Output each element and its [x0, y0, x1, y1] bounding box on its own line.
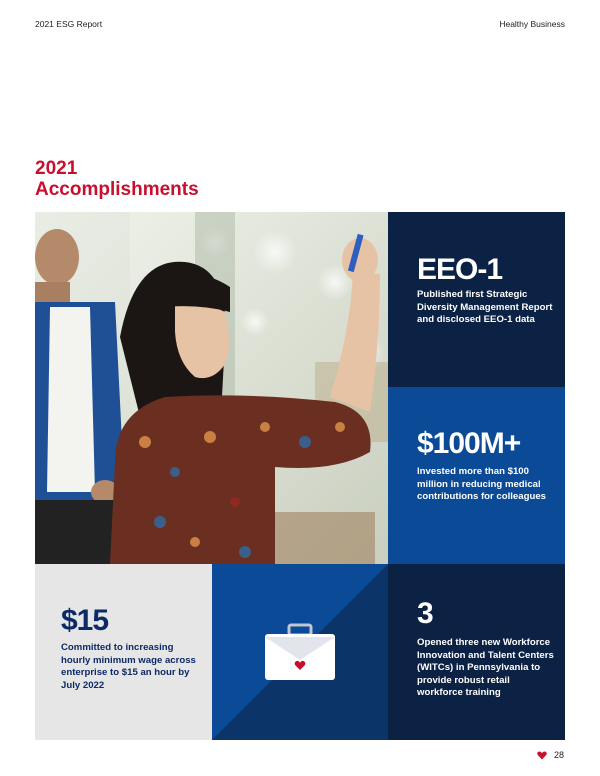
- heart-icon: [537, 751, 547, 760]
- report-title: 2021 ESG Report: [35, 19, 103, 29]
- medical-stat: $100M+: [417, 427, 521, 460]
- tile-witc: [388, 564, 565, 740]
- page-title-year: 2021: [35, 158, 78, 179]
- page-title: [35, 158, 199, 200]
- wage-description: Committed to increasing hourly minimum wage across enterprise to $15 an hour by July 2022: [61, 642, 196, 691]
- photo-illustration: [35, 212, 388, 564]
- photo-woman-writing-on-glass: [35, 212, 388, 564]
- witc-description: Opened three new Workforce Innovation and Talent Centers (WITCs) in Pennsylvania to provide robust retail workforce training: [417, 637, 554, 698]
- page-number: 28: [554, 750, 565, 760]
- wage-stat: $15: [61, 604, 109, 637]
- page-title-main: Accomplishments: [35, 179, 199, 200]
- section-name: Healthy Business: [499, 19, 565, 29]
- tile-briefcase: [212, 564, 388, 740]
- tile-minimum-wage: [35, 564, 212, 740]
- accomplishments-grid: [35, 212, 565, 740]
- witc-stat: 3: [417, 597, 433, 630]
- eeo1-description: Published first Strategic Diversity Management Report and disclosed EEO-1 data: [417, 289, 553, 325]
- tile-eeo1: [388, 212, 565, 387]
- medical-description: Invested more than $100 million in reducing medical contributions for colleagues: [417, 466, 546, 502]
- briefcase-tile-graphic: [212, 564, 388, 740]
- tile-medical-investment: [388, 387, 565, 564]
- eeo1-stat: EEO-1: [417, 253, 503, 286]
